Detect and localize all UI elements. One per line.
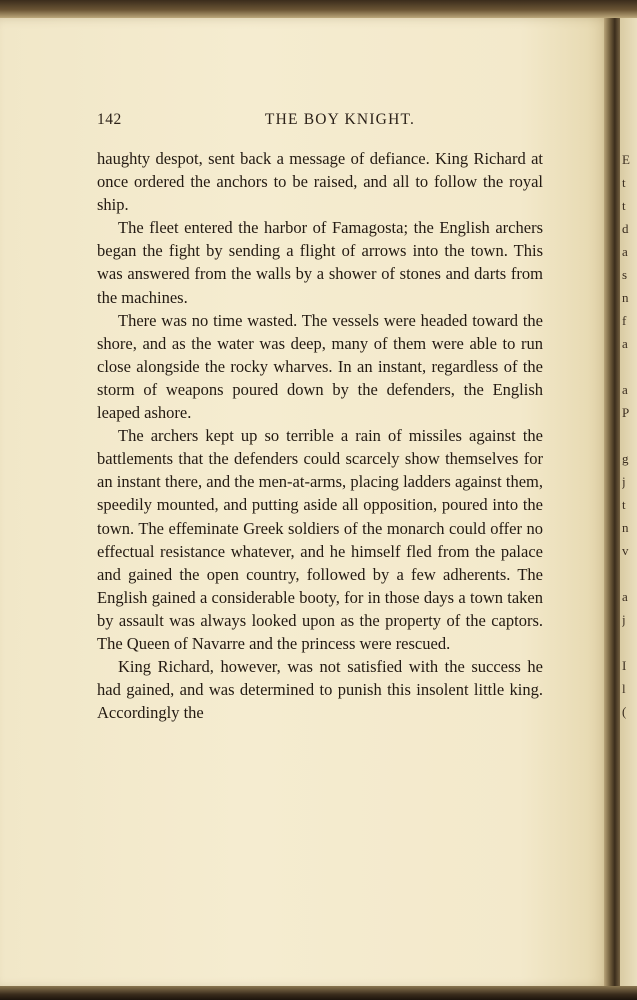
running-head [97, 111, 543, 133]
paragraph: haughty despot, sent back a message of defiance. King Richard at once ordered the anchors to be raised, and all to follow the royal ship. [97, 149, 543, 215]
paragraph: The archers kept up so terrible a rain of missiles against the battlements that the defenders could scarcely show themselves for an instant there, and the men-at-arms, placing ladders against them, speedily mounted, and putting aside all opposition, poured into the town. The effeminate Greek soldiers of the monarch could offer no effectual resistance whatever, and he himself fled from the palace and gained the open country, followed by a few adherents. The English gained a considerable booty, for in those days a town taken by assault was always looked upon as the property of the captors. The Queen of Navarre and the princess were rescued. [97, 426, 543, 653]
facing-glyph: l [622, 681, 626, 696]
book-bottom-edge [0, 986, 637, 1000]
facing-glyph: a [622, 589, 628, 604]
page-number: 142 [97, 111, 122, 128]
facing-glyph: f [622, 313, 627, 328]
facing-glyph: j [622, 612, 626, 627]
facing-glyph [622, 355, 637, 378]
facing-glyph [622, 424, 637, 447]
facing-glyph: j [622, 474, 626, 489]
paragraph: The fleet entered the harbor of Famagosta; the English archers began the fight by sending a flight of arrows into the town. This was answered from the walls by a shower of stones and darts from the machines. [97, 218, 543, 307]
facing-glyph: t [622, 497, 626, 512]
facing-glyph [622, 562, 637, 585]
facing-page-edge [620, 18, 637, 988]
paragraph: King Richard, however, was not satisfied with the success he had gained, and was determined to punish this insolent little king. Accordingly the [97, 657, 543, 723]
facing-glyph: P [622, 405, 630, 420]
facing-glyph: g [622, 451, 629, 466]
facing-glyph: n [622, 520, 629, 535]
facing-glyph: v [622, 543, 629, 558]
running-head-title: THE BOY KNIGHT. [264, 111, 416, 128]
facing-glyph: a [622, 336, 628, 351]
facing-glyph [622, 631, 637, 654]
facing-glyph: n [622, 290, 629, 305]
body-text [97, 147, 543, 724]
paragraph: There was no time wasted. The vessels were headed toward the shore, and as the water was deep, many of them were able to run close alongside the rocky wharves. In an instant, regardless of the storm of weapons poured down by the defenders, the English leaped ashore. [97, 310, 543, 423]
facing-glyph: t [622, 198, 626, 213]
facing-glyph: a [622, 382, 628, 397]
facing-glyph: s [622, 267, 628, 282]
facing-glyph: E [622, 152, 630, 167]
facing-glyph: t [622, 175, 626, 190]
facing-glyph: a [622, 244, 628, 259]
facing-page-glyphs [622, 148, 637, 723]
facing-glyph: I [622, 658, 627, 673]
facing-glyph: ( [622, 704, 627, 719]
facing-glyph: d [622, 221, 629, 236]
